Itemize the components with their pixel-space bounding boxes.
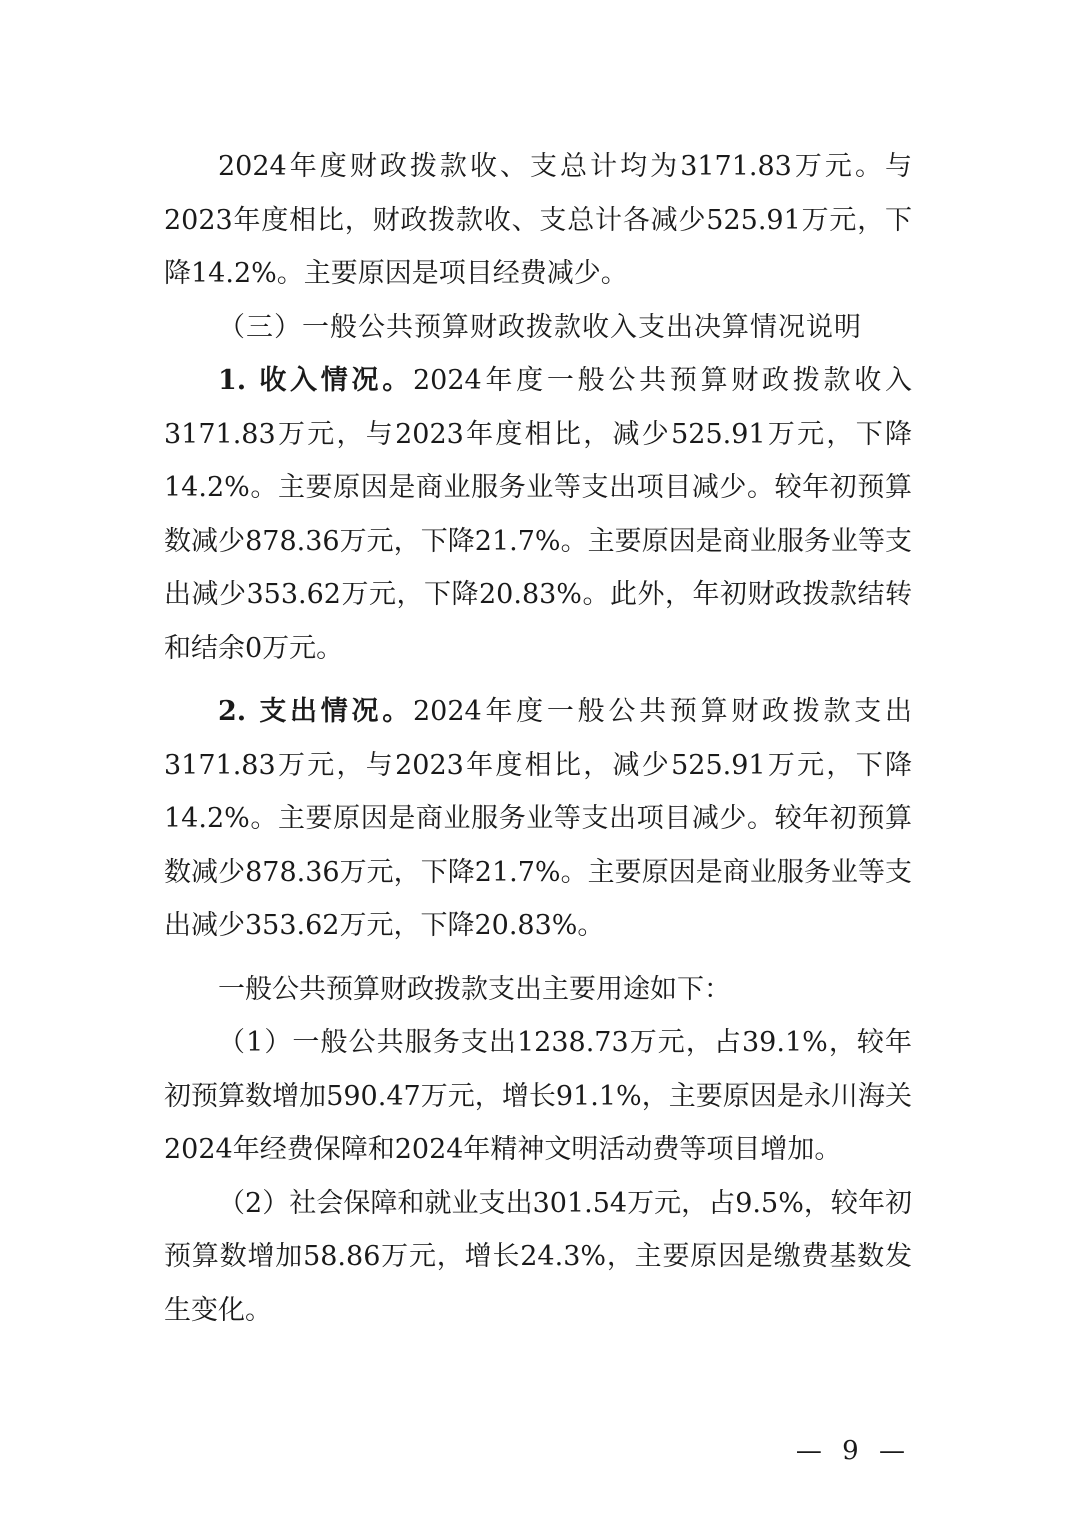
paragraph-item-1: （1）一般公共服务支出1238.73万元，占39.1%，较年初预算数增加590.47万元，增长91.1%，主要原因是永川海关2024年经费保障和2024年精神文明活动费等项目增加。 bbox=[164, 1027, 912, 1165]
paragraph-expense bbox=[164, 685, 912, 953]
paragraph-summary: 2024年度财政拨款收、支总计均为3171.83万元。与2023年度相比，财政拨款收、支总计各减少525.91万元，下降14.2%。主要原因是项目经费减少。 bbox=[164, 151, 912, 289]
paragraph-uses-intro: 一般公共预算财政拨款支出主要用途如下： bbox=[218, 973, 731, 1005]
income-body: 2024年度一般公共预算财政拨款收入3171.83万元，与2023年度相比，减少525.91万元，下降14.2%。主要原因是商业服务业等支出项目减少。较年初预算数减少878.36万元，下降21.7%。主要原因是商业服务业等支出减少353.62万元，下降20.83%。此外，年初财政拨款结转和结余0万元。 bbox=[164, 365, 912, 664]
income-lead: 1. 收入情况。 bbox=[218, 365, 413, 396]
expense-lead: 2. 支出情况。 bbox=[218, 696, 413, 727]
document-body bbox=[164, 140, 912, 1337]
page-number: — 9 — bbox=[795, 1436, 911, 1466]
paragraph-item-2: （2）社会保障和就业支出301.54万元，占9.5%，较年初预算数增加58.86万元，增长24.3%，主要原因是缴费基数发生变化。 bbox=[164, 1187, 912, 1326]
paragraph-income bbox=[164, 354, 912, 675]
section-heading: （三）一般公共预算财政拨款收入支出决算情况说明 bbox=[218, 311, 862, 343]
expense-body: 2024年度一般公共预算财政拨款支出3171.83万元，与2023年度相比，减少525.91万元，下降14.2%。主要原因是商业服务业等支出项目减少。较年初预算数减少878.36万元，下降21.7%。主要原因是商业服务业等支出减少353.62万元，下降20.83%。 bbox=[164, 696, 912, 941]
